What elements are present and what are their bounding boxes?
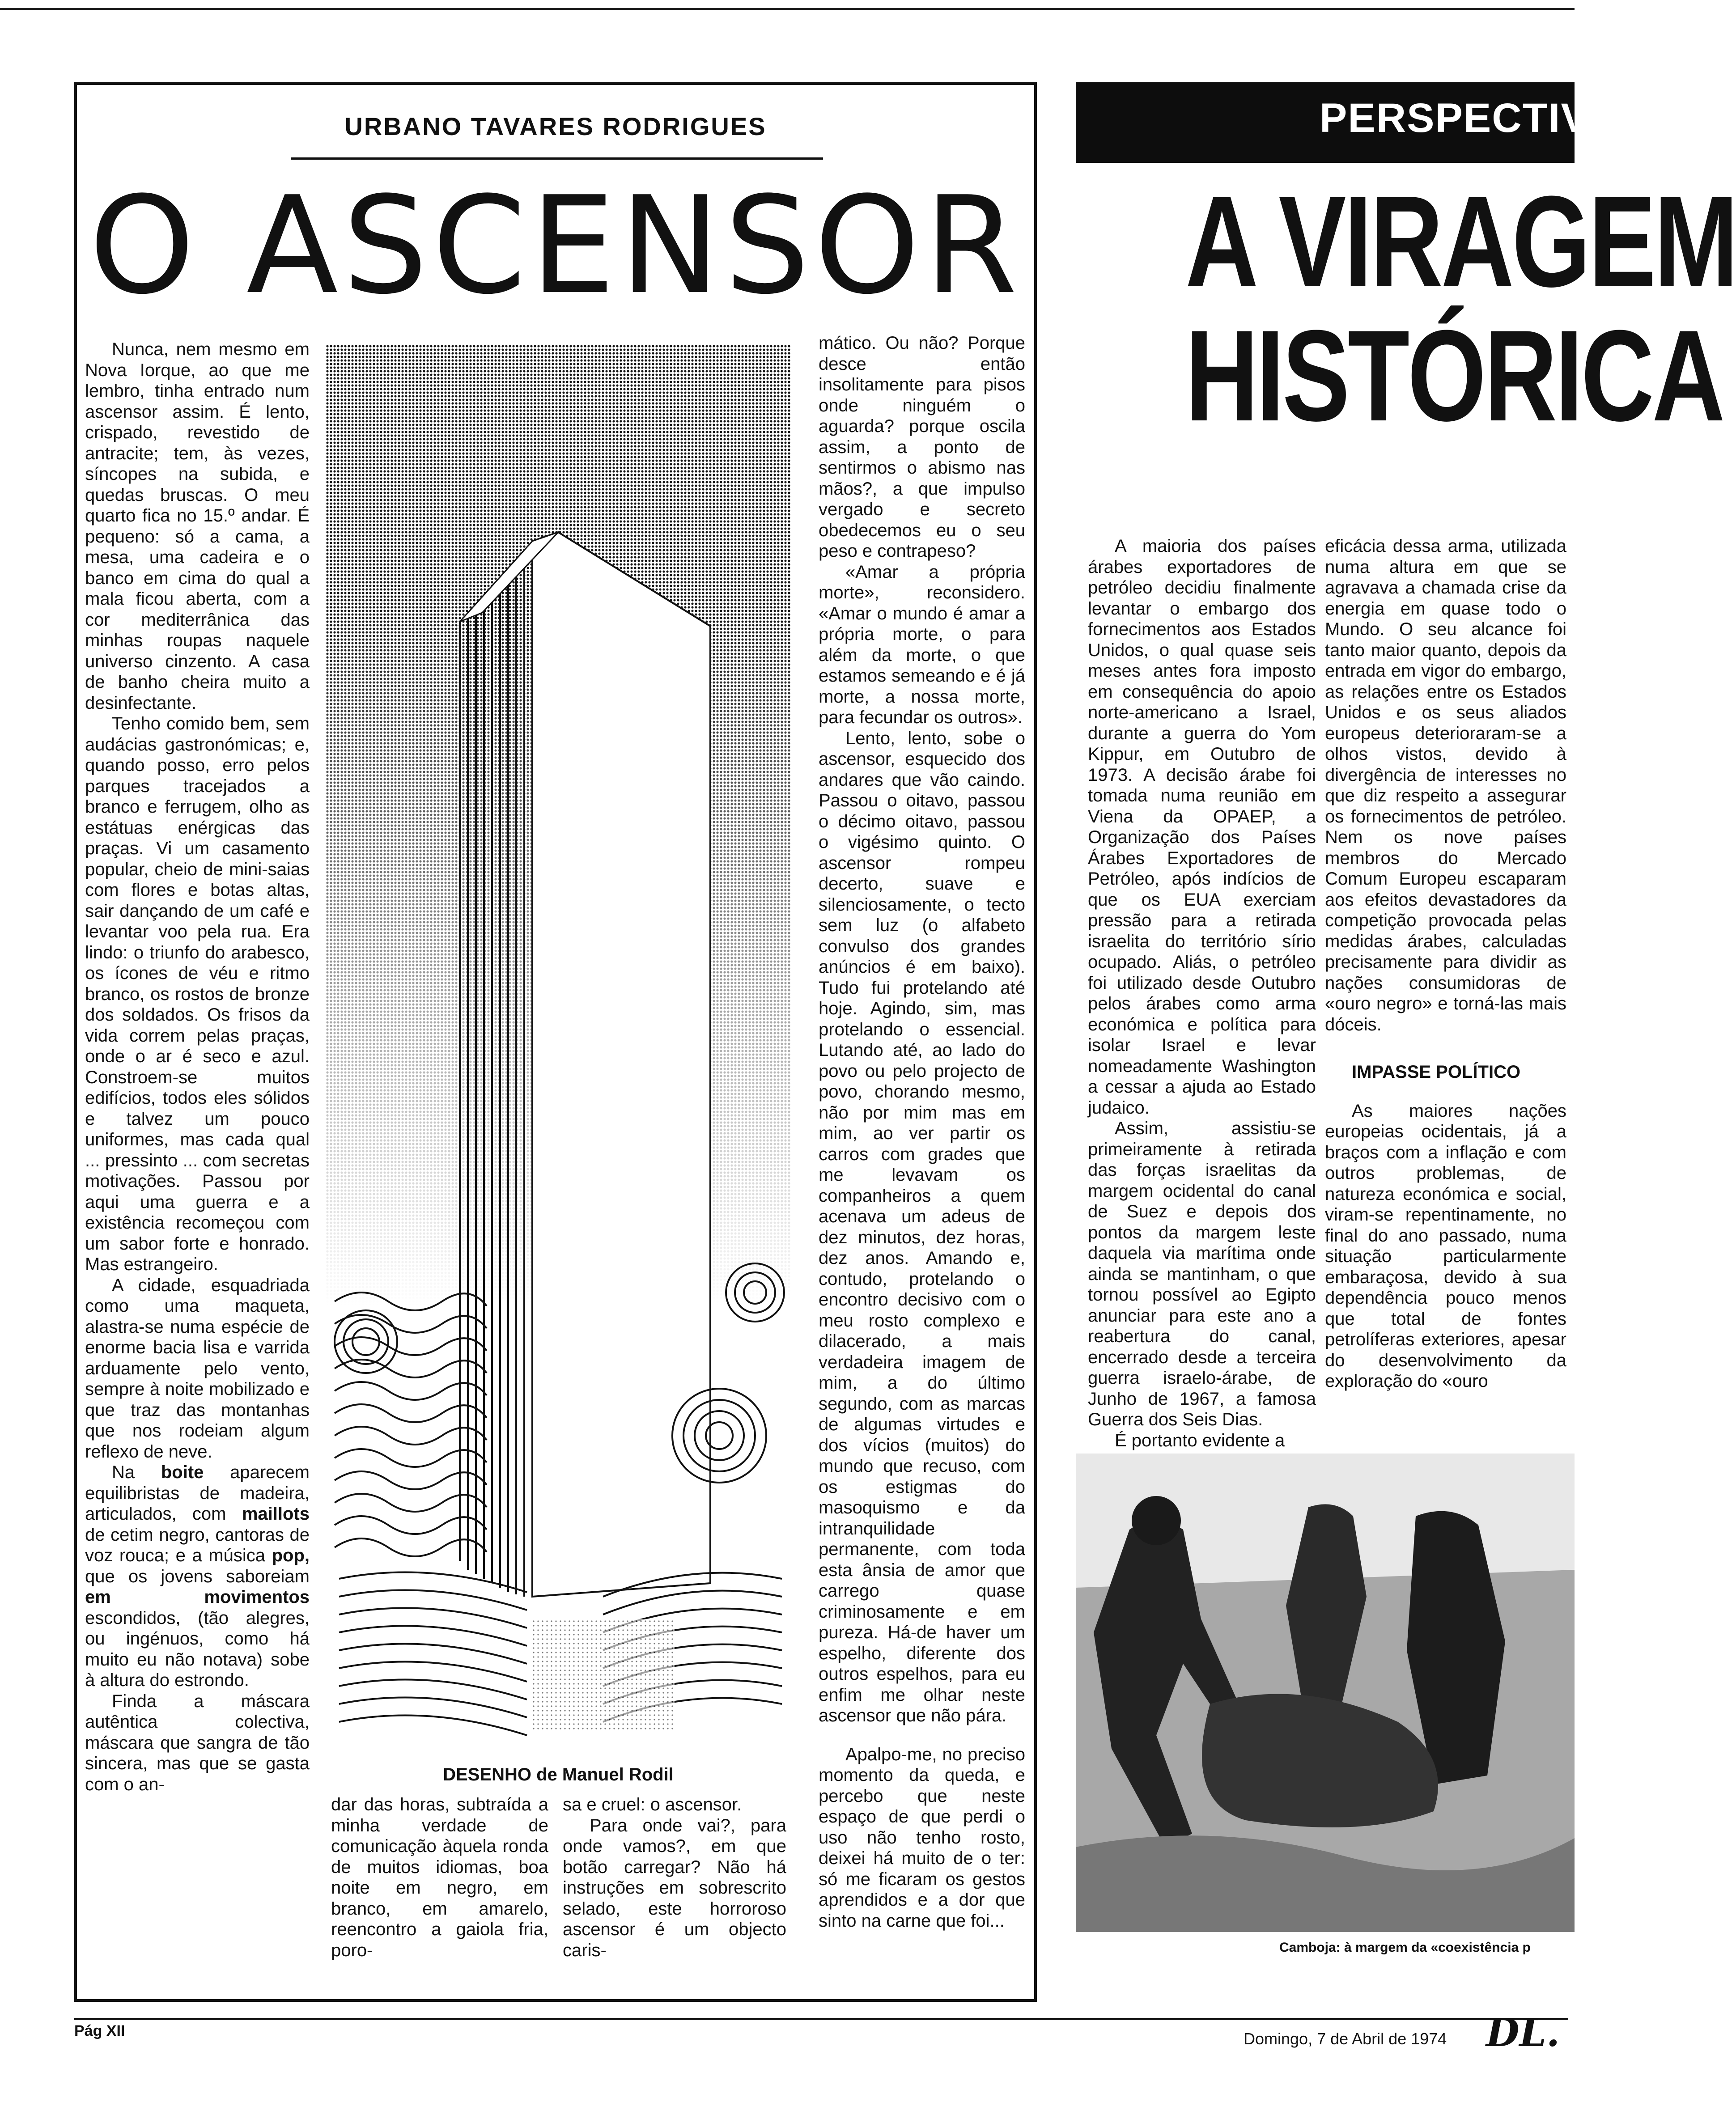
news-column-2	[1325, 536, 1566, 1392]
byline: URBANO TAVARES RODRIGUES	[344, 112, 767, 140]
headline: A VIRAGEM HISTÓRICA	[1185, 169, 1736, 448]
newspaper-logo: DL.	[1486, 2010, 1560, 2055]
paragraph: A maioria dos países árabes exportadores de petróleo decidiu finalmente levantar o embargo dos fornecimentos aos Estados Unidos, o qual quase seis meses antes fora imposto em consequência do apoio norte-americano a Israel, durante a guerra do Yom Kippur, em Outubro de 1973. A decisão árabe foi tomada numa reunião em Viena da OPAEP, a Organização dos Países Árabes Exportadores de Petróleo, após indícios de que os EUA exerciam pressão para a retirada israelita do território sírio ocupado. Aliás, o petróleo foi utilizado desde Outubro pelos árabes como arma económica e política para isolar Israel e levar nomeadamente Washington a cessar a ajuda ao Estado judaico.	[1088, 536, 1316, 1118]
article-title: O ASCENSOR	[89, 168, 1022, 324]
issue-date: Domingo, 7 de Abril de 1974	[1244, 2030, 1447, 2048]
news-column-1	[1088, 536, 1316, 1451]
page-number: Pág XII	[74, 2022, 125, 2039]
article-column-3	[563, 1794, 786, 1961]
paragraph: Nunca, nem mesmo em Nova Iorque, ao que me lembro, tinha entrado num ascensor assim. É lento, crispado, revestido de antracite; tem, às vezes, síncopes na subida, e quedas bruscas. O meu quarto fica no 15.º andar. É pequeno: só a cama, a mesa, uma cadeira e o banco em cima do qual a mala ficou aberta, com a cor mediterrânica das minhas roupas naquele universo cinzento. A casa de banho cheira muito a desinfectante.	[85, 339, 310, 713]
paragraph: As maiores nações europeias ocidentais, já a braços com a inflação e com outros problemas, de natureza económica e social, viram-se repentinamente, no final do ano passado, numa situação particularmente embaraçosa, devido à sua dependência pouco menos que total de fontes petrolíferas exteriores, apesar do desenvolvimento da exploração do «ouro	[1325, 1101, 1566, 1391]
byline-rule	[291, 157, 823, 160]
paragraph: É portanto evidente a	[1115, 1430, 1285, 1450]
paragraph: «Amar a própria morte», reconsidero. «Amar o mundo é amar a própria morte, o para além da morte, o que estamos semeando e é já morte, a nossa morte, para fecundar os outros».	[819, 562, 1025, 727]
subheading: IMPASSE POLÍTICO	[1352, 1062, 1521, 1082]
paragraph: A cidade, esquadriada como uma maqueta, alastra-se numa espécie de enorme bacia lisa e varrida arduamente pelo vento, sempre à noite mobilizado e que traz das montanhas que nos rodeiam algum reflexo de neve.	[85, 1275, 310, 1462]
paragraph: Tenho comido bem, sem audácias gastronómicas; e, quando posso, erro pelos parques tracejados a branco e ferrugem, olho as estátuas enérgicas das praças. Vi um casamento popular, cheio de mini-saias com flores e botas altas, sair dançando de um café e levantar voo pela rua. Era lindo: o triunfo do arabesco, os ícones de véu e ritmo branco, os rostos de bronze dos soldados. Os frisos da vida correm pelas praças, onde o ar é seco e azul. Constroem-se muitos edifícios, todos eles sólidos e talvez um pouco uniformes, mas cada qual ... pressinto ... com secretas motivações. Passou por aqui uma guerra e a existência recomeçou com um sabor forte e honrado. Mas estrangeiro.	[85, 714, 310, 1274]
article-column-4	[819, 333, 1025, 1931]
article-column-2	[331, 1794, 548, 1961]
section-banner-text: PERSPECTIVAS	[1320, 95, 1645, 141]
paragraph: Para onde vai?, para onde vamos?, em que botão carregar? Não há instruções em sobrescrito selado, este horroroso ascensor é um objecto caris-	[563, 1815, 786, 1960]
paragraph: sa e cruel: o ascensor.	[563, 1795, 742, 1814]
paragraph: dar das horas, subtraída a minha verdade de comunicação àquela ronda de muitos idiomas, boa noite em negro, em branco, em amarelo, reencontro a gaiola fria, poro-	[331, 1795, 548, 1960]
paragraph: Apalpo-me, no preciso momento da queda, e percebo que neste espaço de que perdi o uso não tenho rosto, deixei há muito de o ter: só me ficaram os gestos aprendidos e a dor que sinto na carne que foi...	[819, 1744, 1025, 1931]
illustration-caption: DESENHO de Manuel Rodil	[443, 1765, 674, 1784]
article-column-1	[85, 339, 310, 1795]
footer-rule	[74, 2018, 1568, 2020]
photo-caption: Camboja: à margem da «coexistência p	[1279, 1940, 1531, 1955]
soldiers-photo-icon	[1076, 1454, 1575, 1932]
top-rule	[0, 8, 1575, 10]
paragraph: eficácia dessa arma, utilizada numa altura em que se agravava a chamada crise da energia em quase todo o Mundo. O seu alcance foi tanto maior quanto, depois da entrada em vigor do embargo, as relações entre os Estados Unidos e os seus aliados europeus deterioraram-se a olhos vistos, devido à divergência de interesses no que diz respeito a assegurar os fornecimentos de petróleo. Nem os nove países membros do Mercado Comum Europeu escaparam aos efeitos devastadores da competição provocada pelas medidas árabes, calculadas precisamente para dividir as nações consumidoras de «ouro negro» e torná-las mais dóceis.	[1325, 536, 1566, 1034]
tower-drawing-icon	[326, 344, 791, 1767]
paragraph: Assim, assistiu-se primeiramente à retirada das forças israelitas da margem ocidental do canal de Suez e depois dos pontos da margem leste daquela via marítima onde ainda se mantinham, o que tornou possível ao Egipto anunciar para este ano a reabertura do canal, encerrado desde a terceira guerra israelo-árabe, de Junho de 1967, a famosa Guerra dos Seis Dias.	[1088, 1119, 1316, 1429]
paragraph: Lento, lento, sobe o ascensor, esquecido dos andares que vão caindo. Passou o oitavo, passou o décimo oitavo, passou o vigésimo quinto. O ascensor rompeu decerto, suave e silenciosamente, o tecto sem luz (o alfabeto convulso dos grandes anúncios é em baixo). Tudo fui protelando até hoje. Agindo, sim, mas protelando o essencial. Lutando até, ao lado do povo ou pelo projecto de povo, chorando mesmo, não por mim mas em mim, ao ver partir os carros com grades que me levavam os companheiros a quem acenava um adeus de dez minutos, dez horas, dez anos. Amando e, contudo, protelando o encontro decisivo com o meu rosto complexo e dilacerado, a mais verdadeira imagem de mim, a do último segundo, com as marcas de algumas virtudes e dos vícios (muitos) do mundo que recuso, com os estigmas do masoquismo e da intranquilidade permanente, com toda esta ânsia de amor que carrego quase criminosamente e em pureza. Há-de haver um espelho, diferente dos outros espelhos, para eu enfim me olhar neste ascensor que não pára.	[819, 728, 1025, 1725]
paragraph: Na boite aparecem equilibristas de madeira, articulados, com maillots de cetim negro, cantoras de voz rouca; e a música pop, que os jovens saboreiam em movimentos escondidos, (tão alegres, ou ingénuos, como há muito eu não notava) sobe à altura do estrondo.	[85, 1462, 310, 1690]
paragraph: Finda a máscara autêntica colectiva, máscara que sangra de tão sincera, mas que se gasta com o an-	[85, 1691, 310, 1794]
paragraph: mático. Ou não? Porque desce então insolitamente para pisos onde ninguém o aguarda? porque oscila assim, a ponto de sentirmos o abismo nas mãos?, a que impulso vergado e secreto obedecemos eu o seu peso e contrapeso?	[819, 333, 1025, 561]
